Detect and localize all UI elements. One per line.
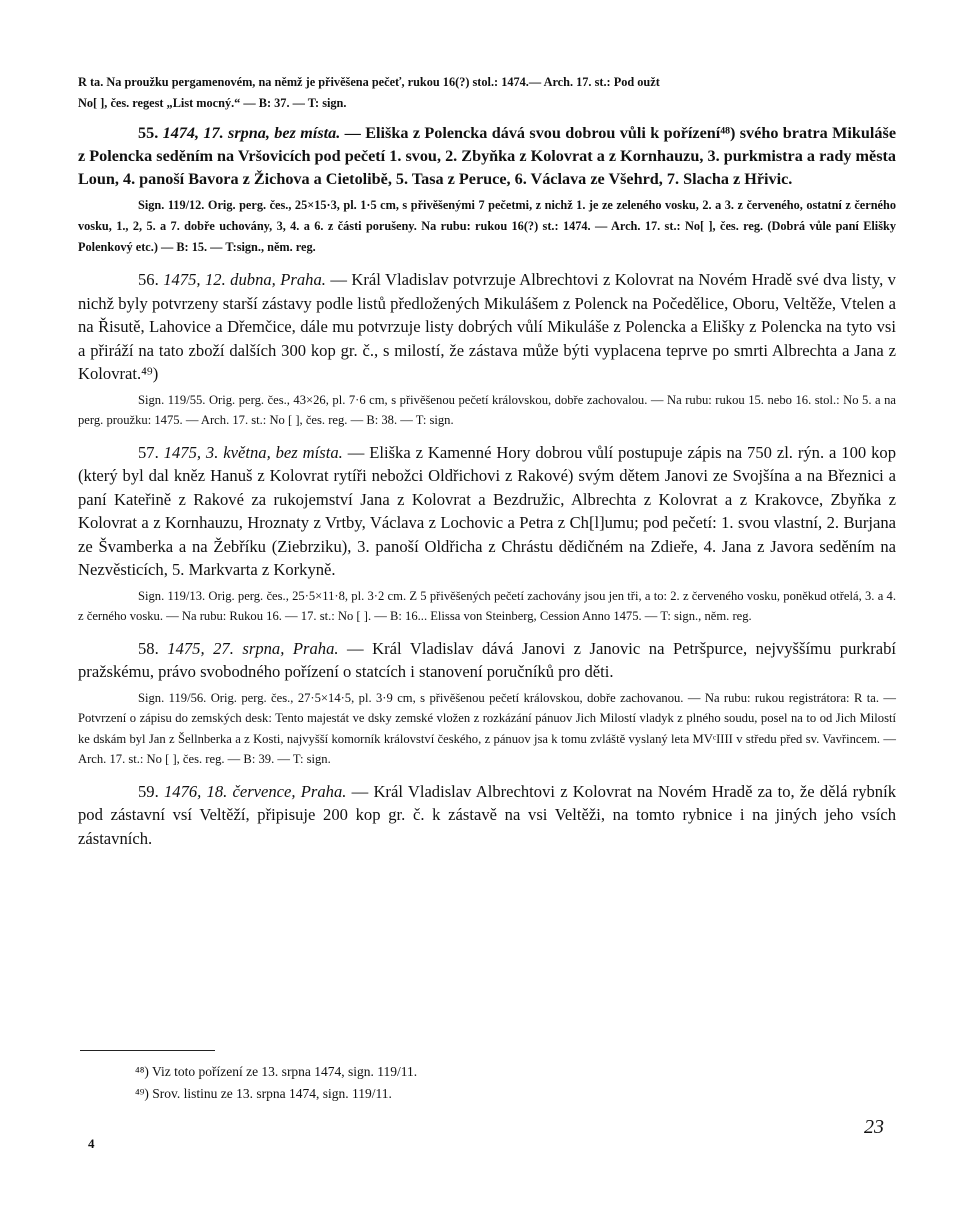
entry-number: 55. bbox=[138, 124, 159, 142]
entry-date: 1474, 17. srpna, bez místa. bbox=[162, 124, 341, 142]
entry-body: — Král Vladislav potvrzuje Albrechtovi z Kolovrat na Novém Hradě své dva listy, v nichž byly potvrzeny starší zástavy podle listů předložených Mikulášem z Polenck na Počedělice, Oboru, Veltěže, Vtelen a na Řisutě, Lahovice a Dřemčice, dále mu potvrzuje listy dobrých vůlí Mikuláše z Polencka a Elišky z Polencka na tyto vsi a přiráží na tato zboží dalších 300 kop gr. č., s milostí, že zástava může býti vyplacena teprve po smrti Albrechta a Jana z Kolovrat.⁴⁹) bbox=[78, 270, 896, 383]
entry-text bbox=[78, 441, 896, 582]
entry-text bbox=[78, 780, 896, 851]
entry-text bbox=[78, 122, 896, 191]
entry-55 bbox=[78, 122, 896, 258]
entry-note: Sign. 119/12. Orig. perg. čes., 25×15·3, pl. 1·5 cm, s přivěšenými 7 pečetmi, z nichž 1. je ze zeleného vosku, 2. a 3. z červeného, ostatní z černého vosku, 1., 2, 5. a 7. dobře uchovány, 3, 4. a 6. z části porušeny. Na rubu: rukou 16(?) st.: 1474. — Arch. 17. st.: No[ ], čes. reg. (Dobrá vůle paní Elišky Polenkový etc.) — B: 15. — T:sign., něm. reg. bbox=[78, 198, 896, 254]
top-note-line-1: R ta. Na proužku pergamenovém, na němž je přivěšena pečeť, rukou 16(?) stol.: 1474.— Arch. 17. st.: Pod oužt bbox=[78, 75, 660, 89]
entry-date: 1475, 3. května, bez místa. bbox=[163, 442, 343, 462]
entry-note: Sign. 119/55. Orig. perg. čes., 43×26, pl. 7·6 cm, s přivěšenou pečetí královskou, dobře zachovalou. — Na rubu: rukou 15. nebo 16. stol.: No 5. a na perg. proužku: 1475. — Arch. 17. st.: No [ ], čes. reg. — B: 38. — T: sign. bbox=[78, 392, 896, 427]
page-number: 23 bbox=[864, 1116, 884, 1138]
entry-body: — Král Vladislav Albrechtovi z Kolovrat na Novém Hradě za to, že dělá rybník pod zástavní vsí Veltěží, připisuje 200 kop gr. č. k zástavě na vsi Veltěži, na tomto rybnice i na jiných jeho vsích zástavních. bbox=[78, 781, 896, 848]
signature-mark: 4 bbox=[88, 1136, 95, 1151]
entry-date: 1475, 27. srpna, Praha. bbox=[167, 638, 339, 658]
page-content bbox=[78, 72, 896, 850]
entry-date: 1476, 18. července, Praha. bbox=[163, 781, 347, 801]
entry-text bbox=[78, 268, 896, 386]
entry-note: Sign. 119/13. Orig. perg. čes., 25·5×11·8, pl. 3·2 cm. Z 5 přivěšených pečetí zachovány jsou jen tři, a to: 2. z červeného vosku, poněkud otřelá, 3. a 4. z černého vosku. — Na rubu: Rukou 16. — 17. st.: No [ ]. — B: 16... Elissa von Steinberg, Cession Anno 1475. — T: sign., něm. reg. bbox=[78, 588, 896, 623]
entry-number: 59. bbox=[138, 781, 159, 801]
entry-number: 58. bbox=[138, 638, 159, 658]
entry-59 bbox=[78, 780, 896, 851]
entry-57 bbox=[78, 441, 896, 627]
entry-56 bbox=[78, 268, 896, 431]
entry-body: — Král Vladislav dává Janovi z Janovic na Petršpurce, nejvyššímu purkrabí pražskému, právo svobodného pořízení o statcích i stanovení poručníků pro děti. bbox=[78, 638, 896, 681]
entry-body: — Eliška z Polencka dává svou dobrou vůli k pořízení⁴⁸) svého bratra Mikuláše z Polencka seděním na Vršovicích pod pečetí 1. svou, 2. Zbyňka z Kolovrat a z Kornhauzu, 3. purkmistra a rady města Loun, 4. panoší Bavora z Žichova a Cietolibě, 5. Tasa z Peruce, 6. Václava ze Všehrd, 7. Slacha z Hřivic. bbox=[78, 124, 896, 188]
footnote-divider bbox=[80, 1050, 215, 1051]
entry-58 bbox=[78, 637, 896, 770]
entry-text bbox=[78, 637, 896, 684]
entry-body: — Eliška z Kamenné Hory dobrou vůlí postupuje zápis na 750 zl. rýn. a 100 kop (který byl dal kněz Hanuš z Kolovrat rytíři nebožci Oldřichovi z Rakové) svým dětem Janovi ze Svojšína a na Březnici a paní Kateřině z Rakové za rukojemství Jana z Kolovrat a Bezdružic, Albrechta z Kolovrat a z Krakovce, Zbyňka z Kolovrat a z Kornhauzu, Hroznaty z Vrtby, Václava z Lochovic a Petra z Ch[l]umu; pod pečetí: 1. svou vlastní, 2. Burjana ze Švamberka a na Žebříku (Ziebrziku), 3. panoší Oldřicha z Chrástu dědičném na Zdieře, 4. Jana z Javora seděním na Nezvěsticích, 5. Markvarta z Korkyně. bbox=[78, 442, 897, 579]
entry-number: 57. bbox=[138, 442, 159, 462]
entry-number: 56. bbox=[138, 270, 159, 289]
entry-date: 1475, 12. dubna, Praha. bbox=[163, 270, 326, 289]
footnote-48: ⁴⁸) Viz toto pořízení ze 13. srpna 1474, sign. 119/11. bbox=[135, 1064, 418, 1079]
top-note bbox=[78, 72, 896, 113]
top-note-line-2: No[ ], čes. regest „List mocný.“ — B: 37. — T: sign. bbox=[78, 95, 347, 110]
footnote-49: ⁴⁹) Srov. listinu ze 13. srpna 1474, sign. 119/11. bbox=[135, 1086, 392, 1101]
entry-note: Sign. 119/56. Orig. perg. čes., 27·5×14·5, pl. 3·9 cm, s přivěšenou pečetí královskou, dobře zachovanou. — Na rubu: rukou registrátora: R ta. — Potvrzení o zápisu do zemských desk: Tento majestát ve dsky zemské vložen z rozkázání pánuov Jich Milostí vladyk z plného soudu, posel na to od Jich Milostí ke dskám byl Jan z Šellnberka a z Kosti, najvyšší komorník království českého, z pánuov jsa k tomu zvláště vyslaný leta MVᶜIIII v středu před sv. Vavřincem. — Arch. 17. st.: No [ ], čes. reg. — B: 39. — T: sign. bbox=[78, 690, 896, 766]
